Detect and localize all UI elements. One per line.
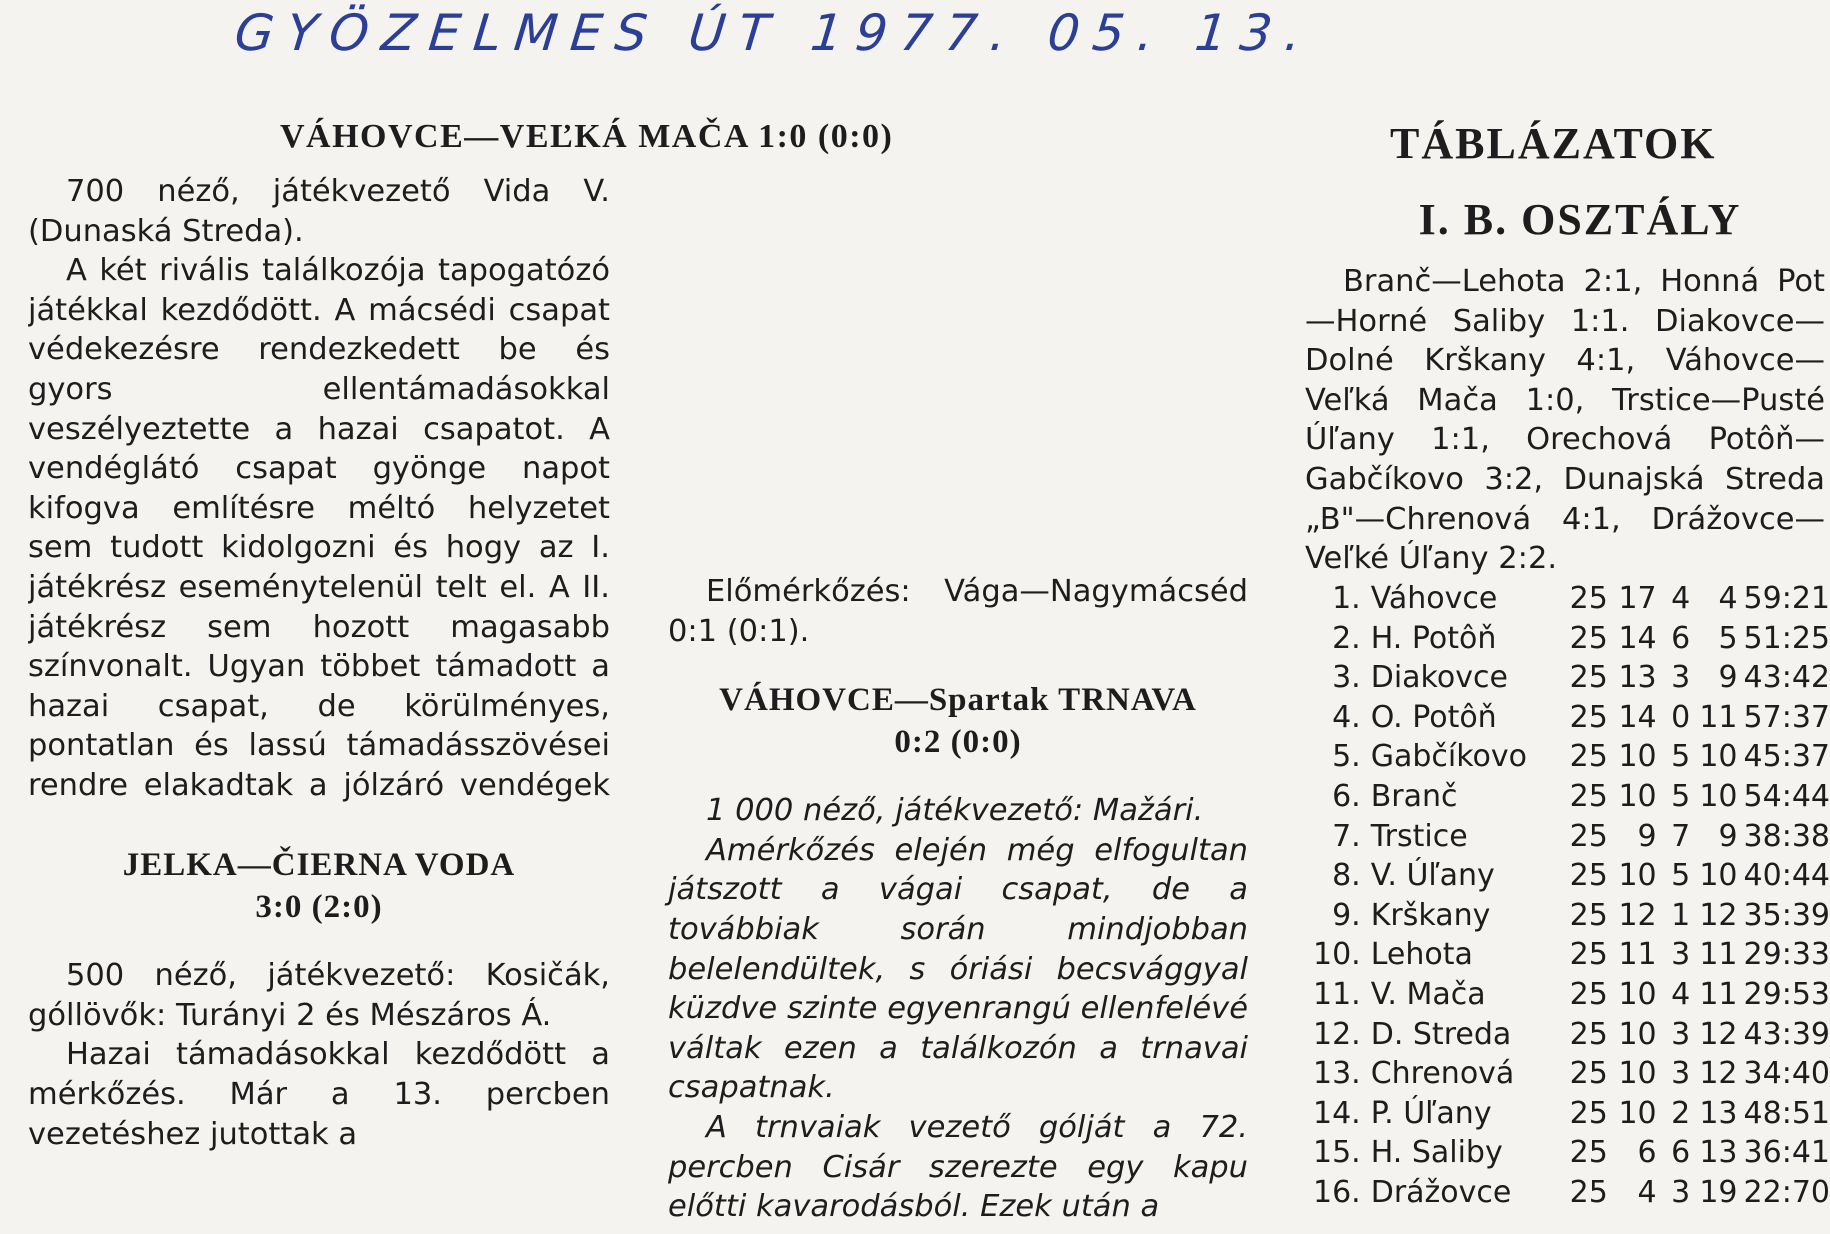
standings-cell-p: 25: [1569, 976, 1608, 1012]
standings-cell-rank: 7.: [1332, 818, 1361, 854]
standings-cell-w: 14: [1618, 699, 1657, 735]
table-row: [1313, 975, 1830, 1015]
standings-cell-score: 29:53: [1743, 976, 1830, 1012]
standings-cell-team: H. Potôň: [1370, 620, 1497, 656]
table-row: [1313, 737, 1830, 777]
standings-cell-d: 3: [1671, 1174, 1691, 1210]
standings-cell-d: 6: [1671, 620, 1691, 656]
tables-title: TÁBLÁZATOK: [1390, 119, 1717, 168]
standings-cell-rank: 8.: [1332, 858, 1361, 894]
match2-title-line2: 3:0 (2:0): [255, 889, 383, 926]
standings-cell-l: 12: [1699, 897, 1738, 933]
standings-cell-p: 25: [1569, 897, 1608, 933]
standings-cell-d: 3: [1671, 660, 1691, 696]
standings-cell-l: 9: [1718, 660, 1738, 696]
match1-title: VÁHOVCE—VEĽKÁ MAČA 1:0 (0:0): [280, 118, 894, 155]
standings-cell-rank: 1.: [1332, 581, 1361, 617]
match3-title-line1: VÁHOVCE—Spartak TRNAVA: [719, 682, 1197, 719]
standings-cell-d: 3: [1671, 1056, 1691, 1092]
standings-table: [1313, 579, 1830, 1213]
standings-cell-w: 10: [1618, 1095, 1657, 1131]
standings-cell-l: 10: [1699, 739, 1738, 775]
handwritten-date-note: GYÖZELMES ÚT 1977. 05. 13.: [231, 4, 1317, 62]
table-row: [1313, 658, 1830, 698]
standings-cell-team: O. Potôň: [1370, 699, 1497, 735]
standings-cell-rank: 15.: [1313, 1135, 1361, 1171]
standings-cell-score: 38:38: [1743, 818, 1830, 854]
match2-title-line1: JELKA—ČIERNA VODA: [122, 847, 516, 884]
standings-cell-p: 25: [1569, 660, 1608, 696]
standings-cell-l: 12: [1699, 1016, 1738, 1052]
standings-cell-p: 25: [1569, 581, 1608, 617]
standings-cell-score: 40:44: [1743, 858, 1830, 894]
match1-paragraph-3: Előmérkőzés: Vága—Nagymácséd 0:1 (0:1).: [668, 574, 1248, 649]
standings-cell-p: 25: [1569, 1174, 1608, 1210]
standings-cell-w: 10: [1618, 739, 1657, 775]
standings-cell-score: 29:33: [1743, 937, 1830, 973]
standings-cell-d: 5: [1671, 739, 1691, 775]
standings-cell-w: 10: [1618, 858, 1657, 894]
standings-cell-d: 5: [1671, 858, 1691, 894]
standings-cell-score: 43:39: [1743, 1016, 1830, 1052]
standings-cell-team: Chrenová: [1370, 1056, 1515, 1092]
standings-cell-score: 45:37: [1743, 739, 1830, 775]
standings-cell-p: 25: [1569, 818, 1608, 854]
standings-cell-score: 22:70: [1743, 1174, 1830, 1210]
standings-cell-p: 25: [1569, 1016, 1608, 1052]
standings-cell-d: 7: [1671, 818, 1691, 854]
standings-cell-w: 10: [1618, 1016, 1657, 1052]
table-row: [1313, 777, 1830, 817]
standings-cell-score: 43:42: [1743, 660, 1830, 696]
standings-cell-l: 5: [1718, 620, 1738, 656]
table-row: [1313, 1173, 1830, 1213]
standings-cell-rank: 3.: [1332, 660, 1361, 696]
standings-cell-d: 3: [1671, 937, 1691, 973]
column-3: [1305, 262, 1830, 1212]
table-row: [1313, 579, 1830, 619]
standings-cell-score: 34:40: [1743, 1056, 1830, 1092]
standings-cell-w: 14: [1618, 620, 1657, 656]
standings-cell-l: 13: [1699, 1095, 1738, 1131]
league-title: I. B. OSZTÁLY: [1418, 195, 1742, 244]
standings-cell-team: Váhovce: [1370, 581, 1498, 617]
table-row: [1313, 856, 1830, 896]
standings-cell-d: 1: [1671, 897, 1691, 933]
standings-cell-l: 9: [1718, 818, 1738, 854]
standings-cell-p: 25: [1569, 858, 1608, 894]
standings-cell-score: 54:44: [1743, 779, 1830, 815]
standings-cell-d: 6: [1671, 1135, 1691, 1171]
standings-cell-w: 11: [1618, 937, 1657, 973]
standings-cell-team: V. Mača: [1370, 976, 1486, 1012]
standings-cell-l: 11: [1699, 976, 1738, 1012]
standings-cell-w: 10: [1618, 1056, 1657, 1092]
standings-cell-score: 35:39: [1743, 897, 1830, 933]
standings-cell-team: P. Úľany: [1370, 1095, 1492, 1131]
column-1: [28, 172, 610, 1154]
standings-cell-l: 13: [1699, 1135, 1738, 1171]
match3-paragraph-2: Amérkőzés elején még elfogultan játszott a vágai csapat, de a továbbiak során mindjobban belelendültek, s óriási becsvággyal küzdve szinte egyenrangú ellenfelévé váltak ezen a találkozón a trnavai csapatnak.: [668, 832, 1248, 1106]
standings-cell-team: Branč: [1370, 779, 1458, 815]
table-row: [1313, 1014, 1830, 1054]
standings-cell-p: 25: [1569, 1095, 1608, 1131]
match3-paragraph-3: A trnvaiak vezető gólját a 72. percben Cisár szerezte egy kapu előtti kavarodásból. Ezek után a: [668, 1109, 1248, 1225]
standings-cell-p: 25: [1569, 699, 1608, 735]
standings-cell-l: 4: [1718, 581, 1738, 617]
standings-cell-team: H. Saliby: [1370, 1135, 1503, 1171]
match1-paragraph-1: 700 néző, játékvezető Vida V. (Dunaská Streda).: [28, 174, 610, 249]
standings-cell-l: 11: [1699, 937, 1738, 973]
standings-cell-rank: 13.: [1313, 1056, 1361, 1092]
standings-cell-d: 4: [1671, 581, 1691, 617]
standings-cell-rank: 2.: [1332, 620, 1361, 656]
standings-cell-score: 57:37: [1743, 699, 1830, 735]
standings-cell-score: 51:25: [1743, 620, 1830, 656]
standings-cell-l: 12: [1699, 1056, 1738, 1092]
standings-cell-rank: 14.: [1313, 1095, 1361, 1131]
match2-paragraph-2: Hazai támadásokkal kezdődött a mérkőzés. Már a 13. percben vezetéshez jutottak a: [28, 1037, 610, 1152]
standings-cell-w: 4: [1637, 1174, 1657, 1210]
standings-cell-team: Krškany: [1370, 897, 1491, 933]
standings-cell-d: 2: [1671, 1095, 1691, 1131]
standings-cell-rank: 10.: [1313, 937, 1361, 973]
league-results: Branč—Lehota 2:1, Honná Pot—Horné Saliby 1:1. Diakovce—Dolné Krškany 4:1, Váhovce—Veľká Mača 1:0, Trstice—Pusté Úľany 1:1, Orechová Potôň—Gabčíkovo 3:2, Dunajská Streda „B"—Chrenová 4:1, Drážovce—Veľké Úľany 2:2.: [1305, 264, 1825, 577]
column-2: [668, 172, 1248, 1227]
standings-cell-l: 10: [1699, 858, 1738, 894]
table-row: [1313, 896, 1830, 936]
standings-cell-p: 25: [1569, 937, 1608, 973]
standings-cell-score: 36:41: [1743, 1135, 1830, 1171]
match3-title-line2: 0:2 (0:0): [894, 724, 1022, 761]
standings-cell-l: 19: [1699, 1174, 1738, 1210]
table-row: [1313, 618, 1830, 658]
standings-cell-p: 25: [1569, 1056, 1608, 1092]
standings-cell-team: Trstice: [1370, 818, 1468, 854]
standings-cell-rank: 12.: [1313, 1016, 1361, 1052]
standings-cell-p: 25: [1569, 779, 1608, 815]
standings-cell-d: 0: [1671, 699, 1691, 735]
standings-cell-team: Lehota: [1370, 937, 1473, 973]
standings-cell-w: 9: [1637, 818, 1657, 854]
standings-cell-d: 4: [1671, 976, 1691, 1012]
match1-paragraph-2: A két rivális találkozója tapogatózó játékkal kezdődött. A mácsédi csapat védekezésre rendezkedett be és gyors ellentámadásokkal veszélyeztette a hazai csapatot. A vendéglátó csapat gyönge napot kifogva említésre méltó helyzetet sem tudott kidolgozni és hogy az I. játékrész eseménytelenül telt el. A II. játékrész sem hozott magasabb színvonalt. Ugyan többet támadott a hazai csapat, de körülményes, pontatlan és lassú támadásszövései rendre elakadtak a jólzáró vendégek: [28, 253, 610, 803]
standings-cell-team: Drážovce: [1370, 1174, 1512, 1210]
table-row: [1313, 1093, 1830, 1133]
standings-cell-rank: 4.: [1332, 699, 1361, 735]
standings-cell-d: 5: [1671, 779, 1691, 815]
standings-cell-team: Diakovce: [1370, 660, 1508, 696]
standings-cell-team: D. Streda: [1370, 1016, 1512, 1052]
standings-cell-w: 10: [1618, 779, 1657, 815]
standings-cell-w: 10: [1618, 976, 1657, 1012]
standings-cell-w: 12: [1618, 897, 1657, 933]
standings-cell-d: 3: [1671, 1016, 1691, 1052]
standings-cell-w: 17: [1618, 581, 1657, 617]
standings-cell-team: V. Úľany: [1370, 858, 1495, 894]
standings-cell-score: 48:51: [1743, 1095, 1830, 1131]
match3-paragraph-1: 1 000 néző, játékvezető: Mažári.: [706, 793, 1204, 829]
standings-cell-score: 59:21: [1743, 581, 1830, 617]
standings-cell-l: 11: [1699, 699, 1738, 735]
standings-cell-p: 25: [1569, 620, 1608, 656]
standings-cell-p: 25: [1569, 739, 1608, 775]
match2-paragraph-1: 500 néző, játékvezető: Kosičák, góllövők: Turányi 2 és Mészáros Á.: [28, 958, 610, 1033]
standings-cell-rank: 6.: [1332, 779, 1361, 815]
standings-cell-team: Gabčíkovo: [1370, 739, 1527, 775]
table-row: [1313, 698, 1830, 738]
table-row: [1313, 816, 1830, 856]
table-row: [1313, 935, 1830, 975]
standings-cell-w: 6: [1637, 1135, 1657, 1171]
standings-cell-l: 10: [1699, 779, 1738, 815]
standings-cell-rank: 5.: [1332, 739, 1361, 775]
table-row: [1313, 1054, 1830, 1094]
standings-cell-rank: 16.: [1313, 1174, 1361, 1210]
standings-cell-w: 13: [1618, 660, 1657, 696]
standings-cell-rank: 9.: [1332, 897, 1361, 933]
table-row: [1313, 1133, 1830, 1173]
standings-cell-rank: 11.: [1313, 976, 1361, 1012]
standings-cell-p: 25: [1569, 1135, 1608, 1171]
